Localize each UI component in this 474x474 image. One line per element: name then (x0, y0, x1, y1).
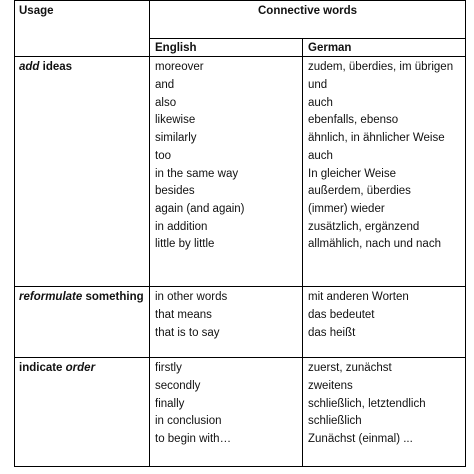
subheader-divider (14, 56, 466, 57)
usage-label-reformulate (19, 290, 144, 304)
german-term: ähnlich, in ähnlicher Weise (308, 132, 445, 144)
german-term: ebenfalls, ebenso (308, 114, 399, 126)
german-term: schließlich (308, 415, 362, 427)
english-term: to begin with… (155, 433, 232, 445)
german-term: das bedeutet (308, 309, 375, 321)
english-term: moreover (155, 61, 204, 73)
english-term: too (155, 150, 171, 162)
german-term: (immer) wieder (308, 203, 385, 215)
usage-label-add-ideas (19, 60, 72, 74)
usage-column-divider (149, 0, 150, 467)
header-divider (149, 38, 466, 39)
english-term: firstly (155, 362, 182, 374)
german-term: außerdem, überdies (308, 185, 411, 197)
german-term: zweitens (308, 380, 353, 392)
english-term: in the same way (155, 168, 239, 180)
german-term: das heißt (308, 327, 356, 339)
english-term: that is to say (155, 327, 220, 339)
table-border-top (14, 0, 466, 1)
english-term: in addition (155, 221, 208, 233)
german-term: In gleicher Weise (308, 168, 396, 180)
german-term: auch (308, 150, 333, 162)
english-term: little by little (155, 238, 215, 250)
german-term: auch (308, 97, 333, 109)
english-term: again (and again) (155, 203, 245, 215)
german-term: allmählich, nach und nach (308, 238, 441, 250)
header-german: German (308, 42, 352, 54)
german-term: zusätzlich, ergänzend (308, 221, 420, 233)
english-term: finally (155, 398, 185, 410)
english-term: and (155, 79, 175, 91)
german-term: mit anderen Worten (308, 291, 409, 303)
german-term: zuerst, zunächst (308, 362, 392, 374)
usage-emphasis: reformulate (19, 291, 83, 303)
usage-pre: indicate (19, 362, 66, 374)
english-term: that means (155, 309, 212, 321)
header-usage: Usage (19, 5, 54, 17)
header-english: English (155, 42, 197, 54)
usage-rest: something (82, 291, 144, 303)
english-term: in conclusion (155, 415, 222, 427)
english-term: likewise (155, 114, 196, 126)
german-term: zudem, überdies, im übrigen (308, 61, 454, 73)
usage-label-indicate-order (19, 361, 95, 375)
usage-emphasis: order (65, 362, 96, 374)
german-term: Zunächst (einmal) ... (308, 433, 413, 445)
english-term: secondly (155, 380, 201, 392)
german-term: und (308, 79, 328, 91)
english-term: similarly (155, 132, 197, 144)
usage-emphasis: add (19, 61, 40, 73)
section-divider-2 (14, 357, 466, 358)
english-term: besides (155, 185, 195, 197)
usage-rest: ideas (39, 61, 73, 73)
table-border-right (465, 0, 466, 467)
section-divider-1 (14, 286, 466, 287)
german-term: schließlich, letztendlich (308, 398, 426, 410)
table-border-left (14, 0, 15, 467)
header-connective-words: Connective words (258, 5, 358, 17)
table-border-bottom (14, 466, 466, 467)
english-term: in other words (155, 291, 228, 303)
language-column-divider (302, 38, 303, 467)
english-term: also (155, 97, 177, 109)
